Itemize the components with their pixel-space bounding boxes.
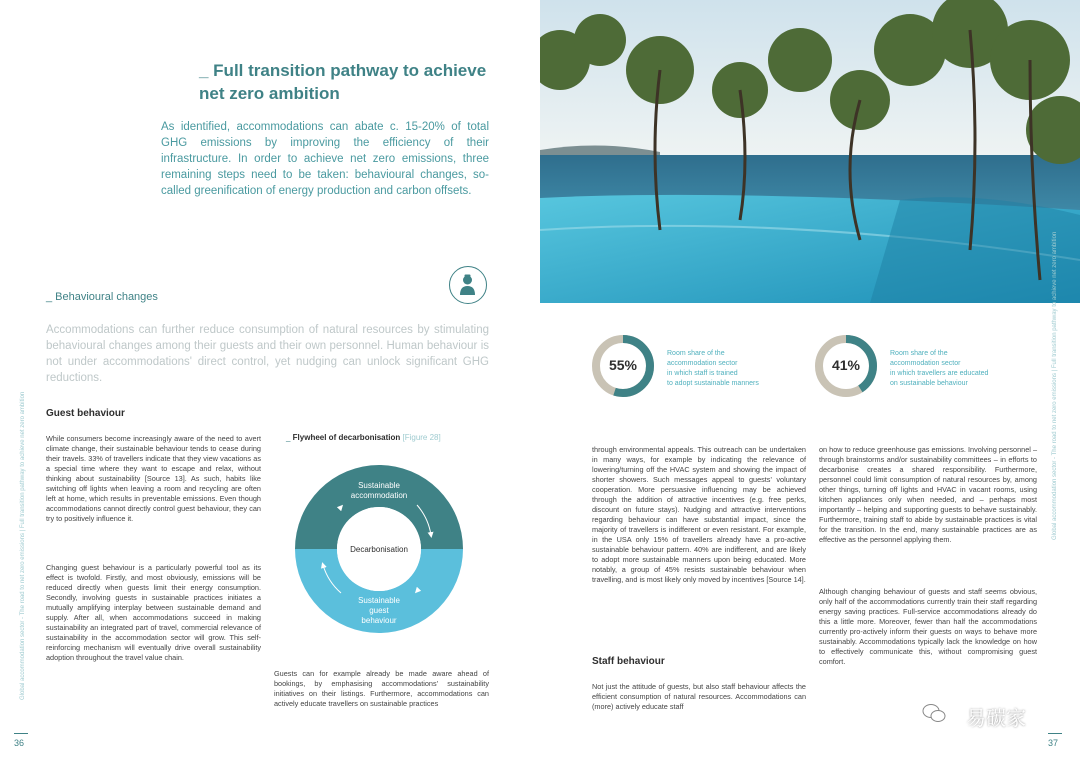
page-number-rule <box>14 733 28 734</box>
right-side-running-text: Global accommodation sector - The road to net zero emissions | Full transition pathway to achieve net zero ambition <box>1052 231 1058 540</box>
page-number: 36 <box>14 738 25 748</box>
guest-paragraph-1: While consumers become increasingly aware of the need to avert climate change, their sustainable behaviour tends to cease during their travels. 33% of travellers indicate that they view vacations as a special time where they want to escape and relax, without thinking about sustainability [Source 13]. As such, habits like switching off lights when leaving a room and recycling are often left at home, which results in preventable emissions. Even though accommodations cannot directly control guest behaviour, they can try to positively influence it. <box>46 434 261 523</box>
page-number-rule <box>1048 733 1062 734</box>
flywheel-diagram <box>293 465 465 633</box>
page-number: 37 <box>1048 738 1059 748</box>
stat1-caption: Room share of the accommodation sector in which staff is trained to adopt sustainable manners <box>667 350 759 387</box>
stat2-value: 41% <box>831 357 861 373</box>
right-col1-paragraph-1: through environmental appeals. This outreach can be undertaken in many ways, for example by indicating the relevance of lowering/turning off the HVAC system and showing the impact of shorter showers. Such messages appeal to guests' voluntary cooperation. More persuasive influencing may be achieved through the addition of attractive incentives (e.g. free perks, discount on future stays). Nudging and attractive interventions regarding behaviour can have substantial impact, since the majority of travellers is indifferent or even resistant. For example, in the USA only 15% of travellers already have a pro-active sustainable behaviour pattern. 40% are indifferent, and are likely to adopt more sustainable manners upon being educated. More notably, a group of 45% resists sustainable behaviour when travelling, and is most likely only moved by incentives [Source 14]. <box>592 445 806 584</box>
flywheel-bottom-label-3: behaviour <box>361 616 397 625</box>
page-title: _ Full transition pathway to achieve net zero ambition <box>199 61 487 103</box>
section-intro: Accommodations can further reduce consumption of natural resources by stimulating behavioural changes among their guests and their own personnel. Human behaviour is not under accommodations' direct control, yet nudging can unlock significant GHG reductions. <box>46 324 489 384</box>
guest-heading: Guest behaviour <box>46 408 125 419</box>
intro-paragraph: As identified, accommodations can abate c. 15-20% of total GHG emissions by improving the efficiency of their infrastructure. In order to achieve net zero emissions, three remaining steps need to be taken: behavioural changes, so-called greenification of energy production and carbon offsets. <box>161 121 489 197</box>
guest-paragraph-2: Changing guest behaviour is a particularly powerful tool as its effect is twofold. Firstly, and most obviously, emissions will be reduced directly when guests limit their energy consumption. Secondly, involving guests in sustainable practices initiates a mutually amplifying interplay between sustainable demand and supply. After all, when accommodations succeed in making sustainability an integrated part of travel, commercial relevance of sustainability in the accommodation sector will grow. This self-reinforcing mechanism will eventually drive overall sustainability adoption throughout the travel value chain. <box>46 563 261 662</box>
right-col2-paragraph-1: on how to reduce greenhouse gas emissions. Involving personnel – through brainstorms and/or sustainability committees – in efforts to decarbonise creates a shared responsibility. Furthermore, personnel could limit consumption of natural resources by, among other things, turning off lights and HVAC in vacant rooms, using kitchen appliances only when needed, and – perhaps most importantly – helping and supporting guests to behave sustainably. Furthermore, training staff to abide by sustainable practices is vital for the transition. In the end, many sustainable practices are as effective as the personnel applying them. <box>819 445 1037 544</box>
person-icon <box>449 266 487 304</box>
flywheel-center-label: Decarbonisation <box>350 545 408 554</box>
flywheel-top-label-2: accommodation <box>350 491 408 500</box>
staff-heading: Staff behaviour <box>592 656 665 667</box>
figure-title: _ Flywheel of decarbonisation [Figure 28] <box>286 433 441 442</box>
watermark-text: 易碳家 <box>966 708 1026 730</box>
flywheel-bottom-label-1: Sustainable <box>358 596 400 605</box>
wechat-icon <box>922 703 946 723</box>
right-col1-paragraph-2: Not just the attitude of guests, but also staff behaviour affects the efficient consumption of natural resources. Accommodations can (more) actively educate staff <box>592 682 806 711</box>
left-side-running-text: Global accommodation sector - The road to net zero emissions | Full transition pathway to achieve net zero ambition <box>20 391 26 700</box>
stat1-value: 55% <box>608 357 638 373</box>
guest-paragraph-3: Guests can for example already be made aware ahead of bookings, by emphasising accommodations' sustainability initiatives on their listings. Furthermore, accommodations can actively educate travellers on sustainable practices <box>274 669 489 708</box>
flywheel-top-label-1: Sustainable <box>358 481 400 490</box>
section-heading: _ Behavioural changes <box>46 291 158 303</box>
resort-infinity-pool-photo <box>540 0 1080 303</box>
stat2-caption: Room share of the accommodation sector in which travellers are educated on sustainable behaviour <box>890 350 989 387</box>
flywheel-bottom-label-2: guest <box>369 606 389 615</box>
right-col2-paragraph-2: Although changing behaviour of guests and staff seems obvious, only half of the accommodations currently train their staff regarding energy saving practices. Full-service accommodations already do this a little more. Moreover, fewer than half the accommodations currently pro-actively inform their guests on ways to behave more sustainably. Accommodations typically lack the knowledge on how to effectively communicate this, without compromising guest comfort. <box>819 587 1037 666</box>
